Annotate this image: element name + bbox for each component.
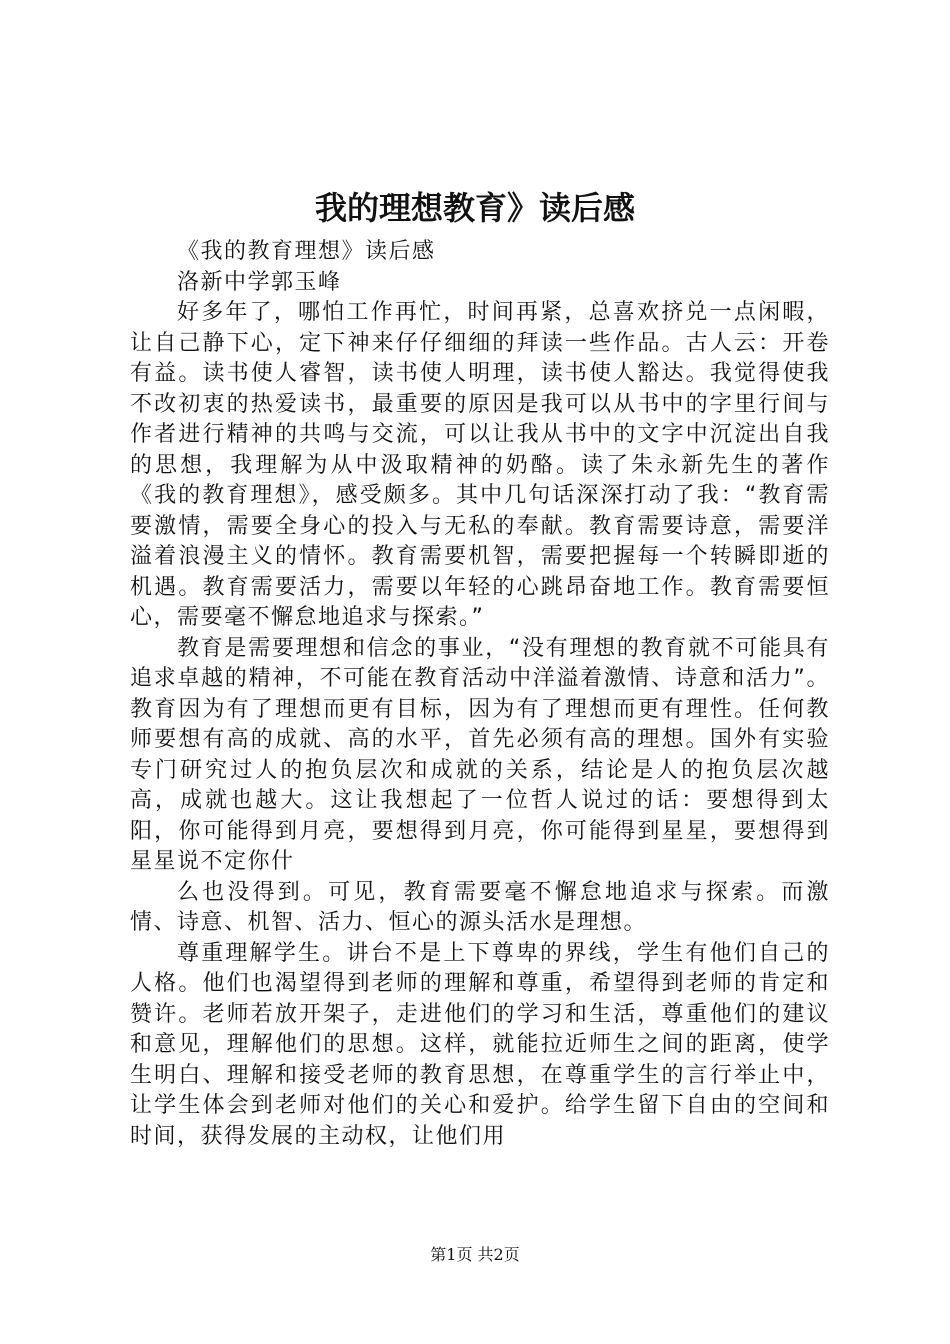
document-title: 我的理想教育》读后感 [314, 189, 635, 227]
paragraph: 教育是需要理想和信念的事业，“没有理想的教育就不可能具有追求卓越的精神，不可能在教育活动中洋溢着激情、诗意和活力”。教育因为有了理想而更有目标，因为有了理想而更有理性。任何教师要想有高的成就、高的水平，首先必须有高的理想。国外有实验专门研究过人的抱负层次和成就的关系，结论是人的抱负层次越高，成就也越大。这让我想起了一位哲人说过的话：要想得到太阳，你可能得到月亮，要想得到月亮，你可能得到星星，要想得到星星说不定你什 [130, 635, 830, 874]
paragraph-author: 洛新中学郭玉峰 [177, 269, 342, 295]
paragraph-subtitle: 《我的教育理想》读后感 [177, 239, 436, 264]
paragraph: 尊重理解学生。讲台不是上下尊卑的界线，学生有他们自己的人格。他们也渴望得到老师的理解和尊重，希望得到老师的肯定和赞许。老师若放开架子，走进他们的学习和生活，尊重他们的建议和意见，理解他们的思想。这样，就能拉近师生之间的距离，使学生明白、理解和接受老师的教育思想，在尊重学生的言行举止中，让学生体会到老师对他们的关心和爱护。给学生留下自由的空间和时间，获得发展的主动权，让他们用 [130, 940, 830, 1149]
paragraph: 好多年了，哪怕工作再忙，时间再紧，总喜欢挤兑一点闲暇，让自己静下心，定下神来仔仔细细的拜读一些作品。古人云：开卷有益。读书使人睿智，读书使人明理，读书使人豁达。我觉得使我不改初衷的热爱读书，最重要的原因是我可以从书中的字里行间与作者进行精神的共鸣与交流，可以让我从书中的文字中沉淀出自我的思想，我理解为从中汲取精神的奶酪。读了朱永新先生的著作《我的教育理想》，感受颇多。其中几句话深深打动了我：“教育需要激情，需要全身心的投入与无私的奉献。教育需要诗意，需要洋溢着浪漫主义的情怀。教育需要机智，需要把握每一个转瞬即逝的机遇。教育需要活力，需要以年轻的心跳昂奋地工作。教育需要恒心，需要毫不懈怠地追求与探索。” [130, 300, 830, 630]
page-number-footer: 第1页 共2页 [430, 1245, 520, 1264]
paragraph: 么也没得到。可见，教育需要毫不懈怠地追求与探索。而激情、诗意、机智、活力、恒心的源头活水是理想。 [130, 879, 830, 935]
document-body [130, 237, 830, 1152]
